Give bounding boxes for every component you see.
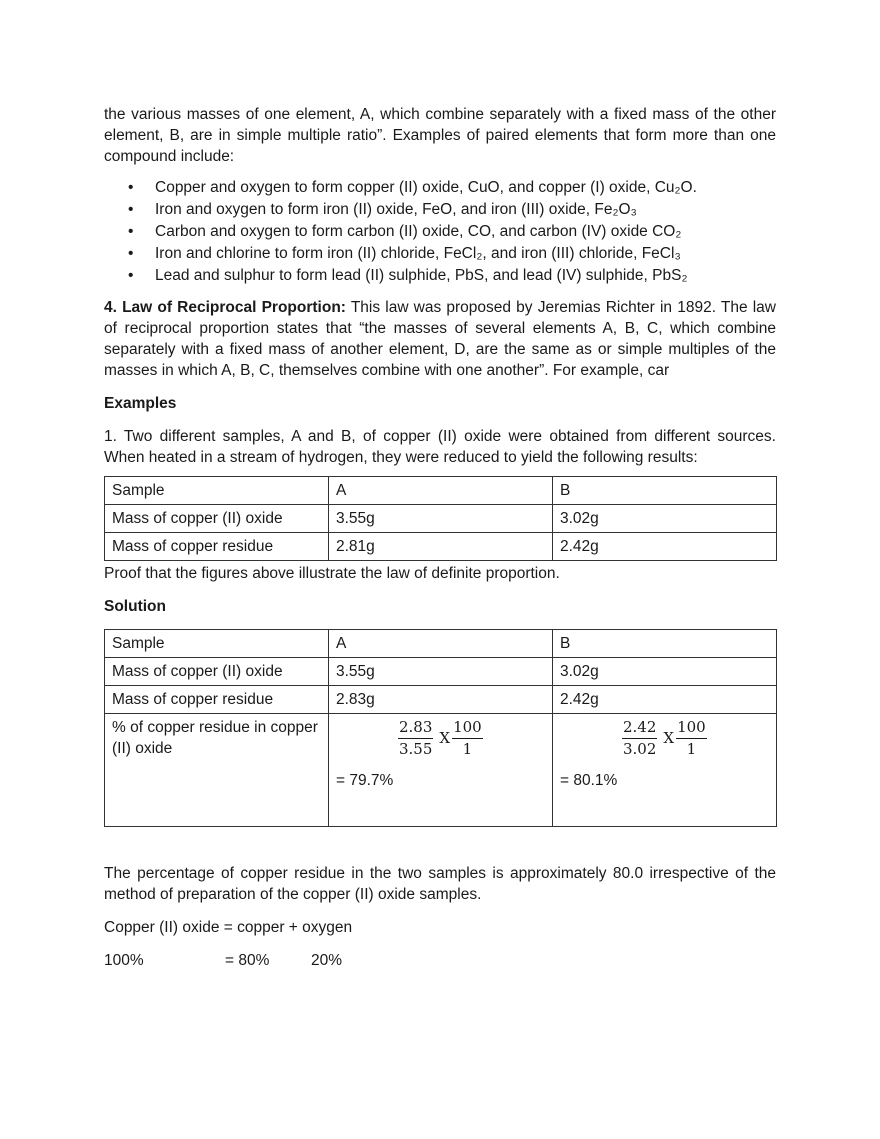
table-cell: B bbox=[553, 630, 777, 658]
law-title: 4. Law of Reciprocal Proportion: bbox=[104, 299, 346, 316]
bullet-icon: • bbox=[128, 179, 134, 196]
intro-paragraph: the various masses of one element, A, which combine separately with a fixed mass of the other element, B, are in simple multiple ratio”. Examples of paired elements that form more than one compound include: bbox=[104, 106, 776, 165]
document-page bbox=[104, 104, 776, 971]
compound-list bbox=[104, 177, 776, 287]
conclusion-paragraph: The percentage of copper residue in the two samples is approximately 80.0 irrespective of the method of preparation of the copper (II) oxide samples. bbox=[104, 865, 776, 903]
bullet-icon: • bbox=[128, 223, 134, 240]
bullet-icon: • bbox=[128, 201, 134, 218]
solution-heading: Solution bbox=[104, 598, 166, 615]
examples-heading: Examples bbox=[104, 395, 177, 412]
table-cell: Sample bbox=[105, 630, 329, 658]
table-cell: B bbox=[553, 477, 777, 505]
list-item: • Iron and oxygen to form iron (II) oxide, FeO, and iron (III) oxide, Fe₂O₃ bbox=[104, 199, 776, 221]
table-cell: 2.42g bbox=[553, 533, 777, 561]
question-paragraph: 1. Two different samples, A and B, of copper (II) oxide were obtained from different sources. When heated in a stream of hydrogen, they were reduced to yield the following results: bbox=[104, 428, 776, 466]
results-table bbox=[104, 476, 777, 561]
table-cell: 2.83g bbox=[329, 686, 553, 714]
table-cell: Mass of copper (II) oxide bbox=[105, 505, 329, 533]
equation-line: Copper (II) oxide = copper + oxygen bbox=[104, 919, 353, 936]
table-row bbox=[105, 477, 777, 505]
table-row bbox=[105, 714, 777, 827]
table-cell: Mass of copper residue bbox=[105, 686, 329, 714]
table-cell: Mass of copper (II) oxide bbox=[105, 658, 329, 686]
table-cell: 3.02g bbox=[553, 505, 777, 533]
table-cell: 2.81g bbox=[329, 533, 553, 561]
table-cell: 3.55g bbox=[329, 505, 553, 533]
percent-line: 100% = 80% 20% bbox=[104, 952, 343, 969]
table-cell: A bbox=[329, 477, 553, 505]
fraction-formula: $\frac{2.83}{3.55}$ X $\frac{100}{1}$ bbox=[399, 718, 482, 758]
table-cell bbox=[553, 714, 777, 827]
result-value: = 79.7% bbox=[336, 772, 394, 789]
proof-paragraph: Proof that the figures above illustrate the law of definite proportion. bbox=[104, 565, 560, 582]
table-cell: % of copper residue in copper (II) oxide bbox=[105, 714, 329, 827]
solution-table bbox=[104, 629, 777, 827]
bullet-icon: • bbox=[128, 267, 134, 284]
table-row bbox=[105, 686, 777, 714]
law-paragraph bbox=[104, 297, 776, 381]
table-cell: 2.42g bbox=[553, 686, 777, 714]
table-row bbox=[105, 658, 777, 686]
table-row bbox=[105, 630, 777, 658]
list-item: • Copper and oxygen to form copper (II) oxide, CuO, and copper (I) oxide, Cu₂O. bbox=[104, 177, 776, 199]
table-cell bbox=[329, 714, 553, 827]
table-row bbox=[105, 505, 777, 533]
bullet-icon: • bbox=[128, 245, 134, 262]
list-item: • Carbon and oxygen to form carbon (II) oxide, CO, and carbon (IV) oxide CO₂ bbox=[104, 221, 776, 243]
list-item: • Iron and chlorine to form iron (II) chloride, FeCl₂, and iron (III) chloride, FeCl₃ bbox=[104, 243, 776, 265]
fraction-formula: $\frac{2.42}{3.02}$ X $\frac{100}{1}$ bbox=[623, 718, 706, 758]
table-cell: 3.55g bbox=[329, 658, 553, 686]
table-cell: Sample bbox=[105, 477, 329, 505]
table-cell: A bbox=[329, 630, 553, 658]
table-cell: Mass of copper residue bbox=[105, 533, 329, 561]
table-cell: 3.02g bbox=[553, 658, 777, 686]
result-value: = 80.1% bbox=[560, 772, 618, 789]
list-item: • Lead and sulphur to form lead (II) sulphide, PbS, and lead (IV) sulphide, PbS₂ bbox=[104, 265, 776, 287]
law-text: This law was proposed by Jeremias Richter in 1892. The law of reciprocal proportion states that “the masses of several elements A, B, C, which combine separately with a fixed mass of another element, D, are the same as or simple multiples of the masses in which A, B, C, themselves combine with one another”. For example, car bbox=[104, 299, 776, 379]
table-row bbox=[105, 533, 777, 561]
